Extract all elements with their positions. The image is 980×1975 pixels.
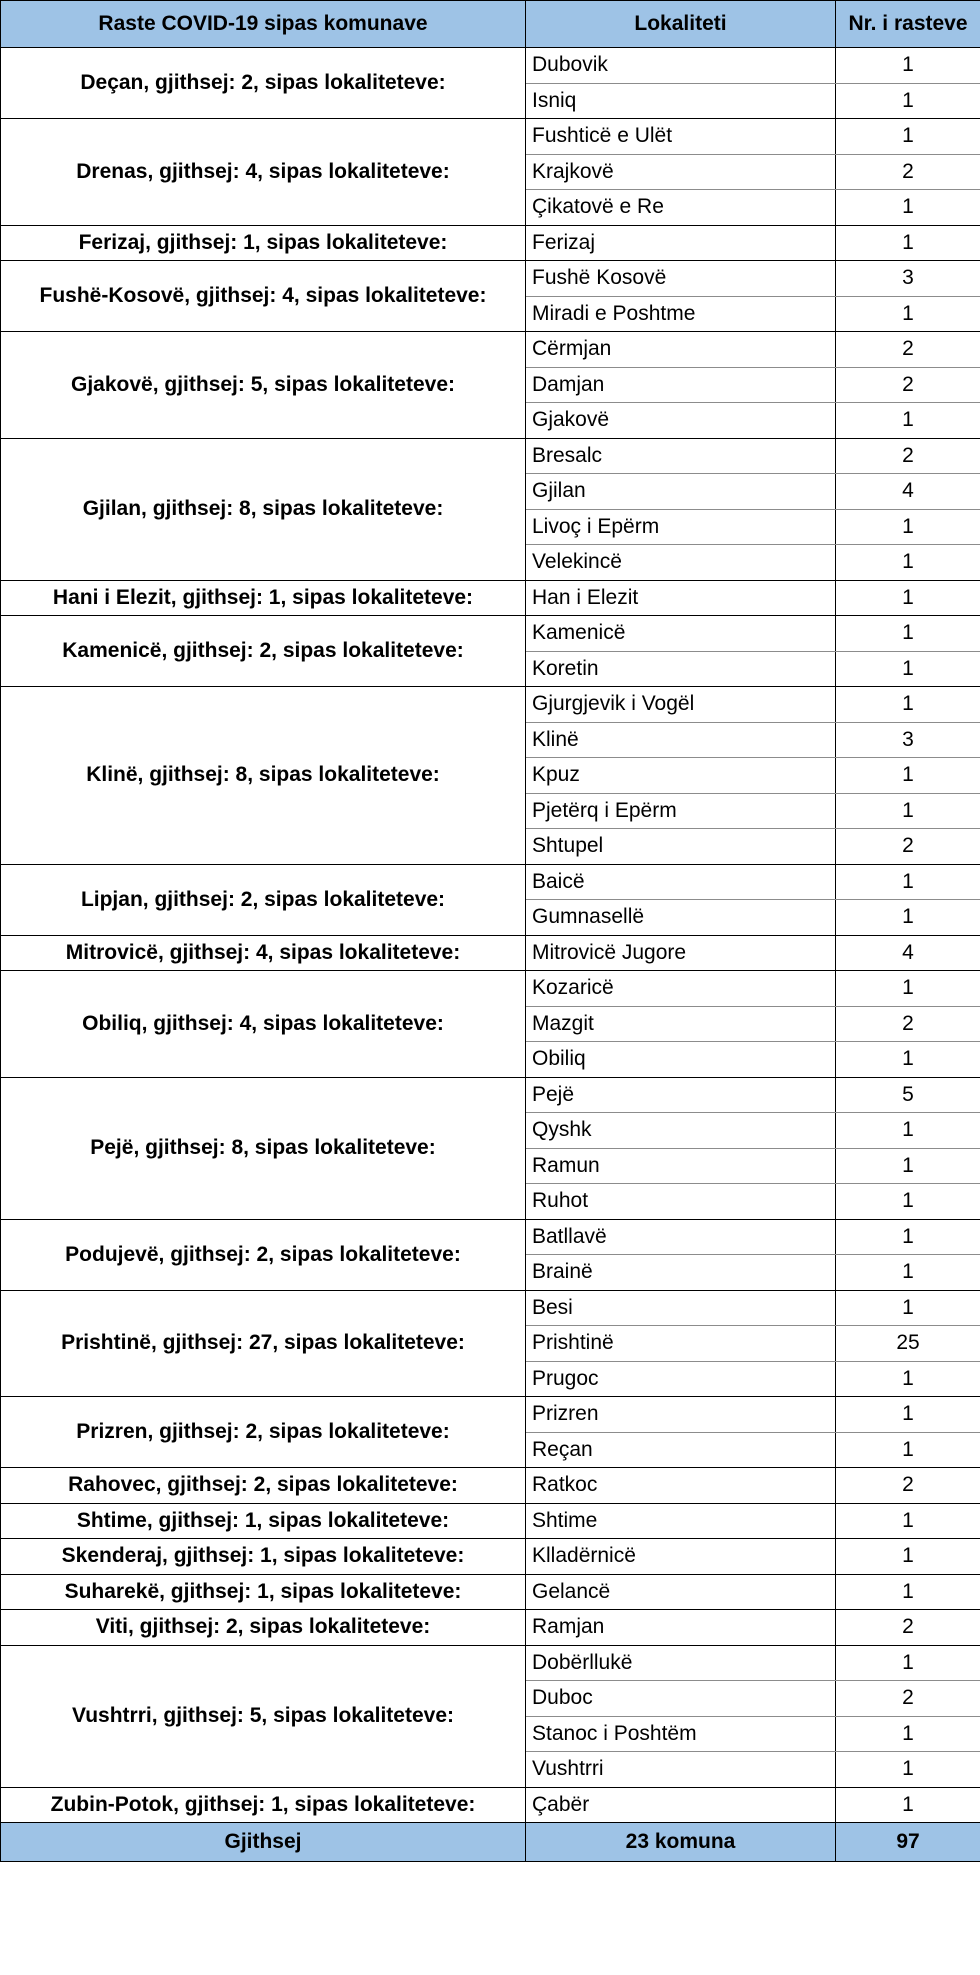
municipality-cell: Shtime, gjithsej: 1, sipas lokaliteteve: — [1, 1503, 526, 1539]
case-count-cell: 1 — [836, 403, 980, 439]
municipality-cell: Prizren, gjithsej: 2, sipas lokaliteteve: — [1, 1397, 526, 1468]
municipality-cell: Podujevë, gjithsej: 2, sipas lokaliteteve: — [1, 1219, 526, 1290]
locality-cell: Prishtinë — [526, 1326, 836, 1362]
locality-cell: Stanoc i Poshtëm — [526, 1716, 836, 1752]
locality-cell: Kozaricë — [526, 971, 836, 1007]
table-row — [1, 332, 980, 368]
locality-cell: Cërmjan — [526, 332, 836, 368]
header-row — [1, 1, 980, 48]
locality-cell: Mitrovicë Jugore — [526, 935, 836, 971]
table-row — [1, 1645, 980, 1681]
case-count-cell: 1 — [836, 1716, 980, 1752]
municipality-cell: Hani i Elezit, gjithsej: 1, sipas lokaliteteve: — [1, 580, 526, 616]
header-locality: Lokaliteti — [526, 1, 836, 48]
locality-cell: Shtime — [526, 1503, 836, 1539]
locality-cell: Pejë — [526, 1077, 836, 1113]
case-count-cell: 1 — [836, 616, 980, 652]
table-row — [1, 1574, 980, 1610]
case-count-cell: 1 — [836, 48, 980, 84]
case-count-cell: 1 — [836, 1113, 980, 1149]
locality-cell: Kamenicë — [526, 616, 836, 652]
locality-cell: Brainë — [526, 1255, 836, 1291]
table-row — [1, 119, 980, 155]
case-count-cell: 1 — [836, 1042, 980, 1078]
case-count-cell: 1 — [836, 1255, 980, 1291]
municipality-cell: Suharekë, gjithsej: 1, sipas lokaliteteve: — [1, 1574, 526, 1610]
case-count-cell: 1 — [836, 758, 980, 794]
case-count-cell: 3 — [836, 722, 980, 758]
locality-cell: Besi — [526, 1290, 836, 1326]
header-municipality: Raste COVID-19 sipas komunave — [1, 1, 526, 48]
locality-cell: Klinë — [526, 722, 836, 758]
municipality-cell: Skenderaj, gjithsej: 1, sipas lokaliteteve: — [1, 1539, 526, 1575]
locality-cell: Livoç i Epërm — [526, 509, 836, 545]
case-count-cell: 1 — [836, 83, 980, 119]
locality-cell: Isniq — [526, 83, 836, 119]
case-count-cell: 1 — [836, 545, 980, 581]
case-count-cell: 1 — [836, 1432, 980, 1468]
locality-cell: Gjurgjevik i Vogël — [526, 687, 836, 723]
case-count-cell: 1 — [836, 1148, 980, 1184]
locality-cell: Çikatovë e Re — [526, 190, 836, 226]
case-count-cell: 2 — [836, 438, 980, 474]
table-row — [1, 1077, 980, 1113]
municipality-cell: Gjakovë, gjithsej: 5, sipas lokaliteteve: — [1, 332, 526, 439]
table-row — [1, 48, 980, 84]
locality-cell: Qyshk — [526, 1113, 836, 1149]
locality-cell: Baicë — [526, 864, 836, 900]
municipality-cell: Deçan, gjithsej: 2, sipas lokaliteteve: — [1, 48, 526, 119]
case-count-cell: 5 — [836, 1077, 980, 1113]
locality-cell: Krajkovë — [526, 154, 836, 190]
case-count-cell: 1 — [836, 687, 980, 723]
case-count-cell: 4 — [836, 935, 980, 971]
case-count-cell: 2 — [836, 829, 980, 865]
case-count-cell: 2 — [836, 367, 980, 403]
locality-cell: Damjan — [526, 367, 836, 403]
case-count-cell: 1 — [836, 509, 980, 545]
table-row — [1, 438, 980, 474]
municipality-cell: Fushë-Kosovë, gjithsej: 4, sipas lokaliteteve: — [1, 261, 526, 332]
case-count-cell: 1 — [836, 1574, 980, 1610]
case-count-cell: 1 — [836, 1184, 980, 1220]
case-count-cell: 1 — [836, 900, 980, 936]
municipality-cell: Gjilan, gjithsej: 8, sipas lokaliteteve: — [1, 438, 526, 580]
municipality-cell: Drenas, gjithsej: 4, sipas lokaliteteve: — [1, 119, 526, 226]
case-count-cell: 25 — [836, 1326, 980, 1362]
table-row — [1, 971, 980, 1007]
locality-cell: Han i Elezit — [526, 580, 836, 616]
case-count-cell: 1 — [836, 1397, 980, 1433]
case-count-cell: 2 — [836, 1468, 980, 1504]
table-row — [1, 687, 980, 723]
case-count-cell: 2 — [836, 1681, 980, 1717]
municipality-cell: Obiliq, gjithsej: 4, sipas lokaliteteve: — [1, 971, 526, 1078]
locality-cell: Gjakovë — [526, 403, 836, 439]
locality-cell: Fushë Kosovë — [526, 261, 836, 297]
case-count-cell: 2 — [836, 154, 980, 190]
municipality-cell: Mitrovicë, gjithsej: 4, sipas lokaliteteve: — [1, 935, 526, 971]
case-count-cell: 2 — [836, 332, 980, 368]
locality-cell: Prugoc — [526, 1361, 836, 1397]
locality-cell: Ramjan — [526, 1610, 836, 1646]
case-count-cell: 1 — [836, 296, 980, 332]
locality-cell: Shtupel — [526, 829, 836, 865]
table-row — [1, 261, 980, 297]
municipality-cell: Prishtinë, gjithsej: 27, sipas lokaliteteve: — [1, 1290, 526, 1397]
table-row — [1, 1503, 980, 1539]
locality-cell: Reçan — [526, 1432, 836, 1468]
municipality-cell: Viti, gjithsej: 2, sipas lokaliteteve: — [1, 1610, 526, 1646]
case-count-cell: 1 — [836, 1752, 980, 1788]
table-row — [1, 616, 980, 652]
table-row — [1, 1787, 980, 1823]
case-count-cell: 1 — [836, 225, 980, 261]
table-row — [1, 935, 980, 971]
municipality-cell: Lipjan, gjithsej: 2, sipas lokaliteteve: — [1, 864, 526, 935]
table-row — [1, 1468, 980, 1504]
locality-cell: Ferizaj — [526, 225, 836, 261]
municipality-cell: Vushtrri, gjithsej: 5, sipas lokaliteteve: — [1, 1645, 526, 1787]
locality-cell: Çabër — [526, 1787, 836, 1823]
case-count-cell: 1 — [836, 1219, 980, 1255]
total-municipalities: 23 komuna — [526, 1823, 836, 1862]
municipality-cell: Pejë, gjithsej: 8, sipas lokaliteteve: — [1, 1077, 526, 1219]
municipality-cell: Rahovec, gjithsej: 2, sipas lokaliteteve: — [1, 1468, 526, 1504]
locality-cell: Fushticë e Ulët — [526, 119, 836, 155]
locality-cell: Miradi e Poshtme — [526, 296, 836, 332]
table-row — [1, 1290, 980, 1326]
case-count-cell: 1 — [836, 971, 980, 1007]
case-count-cell: 1 — [836, 1539, 980, 1575]
case-count-cell: 1 — [836, 1503, 980, 1539]
table-row — [1, 1610, 980, 1646]
table-row — [1, 1539, 980, 1575]
municipality-cell: Ferizaj, gjithsej: 1, sipas lokaliteteve: — [1, 225, 526, 261]
locality-cell: Obiliq — [526, 1042, 836, 1078]
table-body — [1, 48, 980, 1823]
table-row — [1, 225, 980, 261]
case-count-cell: 1 — [836, 1787, 980, 1823]
locality-cell: Koretin — [526, 651, 836, 687]
locality-cell: Kpuz — [526, 758, 836, 794]
locality-cell: Gjilan — [526, 474, 836, 510]
table-row — [1, 1219, 980, 1255]
locality-cell: Bresalc — [526, 438, 836, 474]
locality-cell: Gumnasellë — [526, 900, 836, 936]
municipality-cell: Kamenicë, gjithsej: 2, sipas lokaliteteve: — [1, 616, 526, 687]
locality-cell: Prizren — [526, 1397, 836, 1433]
municipality-cell: Zubin-Potok, gjithsej: 1, sipas lokaliteteve: — [1, 1787, 526, 1823]
case-count-cell: 4 — [836, 474, 980, 510]
case-count-cell: 3 — [836, 261, 980, 297]
case-count-cell: 1 — [836, 793, 980, 829]
locality-cell: Dobërllukë — [526, 1645, 836, 1681]
table-row — [1, 580, 980, 616]
locality-cell: Ruhot — [526, 1184, 836, 1220]
case-count-cell: 1 — [836, 651, 980, 687]
locality-cell: Duboc — [526, 1681, 836, 1717]
case-count-cell: 2 — [836, 1006, 980, 1042]
case-count-cell: 1 — [836, 1645, 980, 1681]
locality-cell: Batllavë — [526, 1219, 836, 1255]
table-row — [1, 864, 980, 900]
locality-cell: Mazgit — [526, 1006, 836, 1042]
case-count-cell: 1 — [836, 119, 980, 155]
total-count: 97 — [836, 1823, 980, 1862]
table-row — [1, 1397, 980, 1433]
locality-cell: Pjetërq i Epërm — [526, 793, 836, 829]
total-label: Gjithsej — [1, 1823, 526, 1862]
case-count-cell: 1 — [836, 1361, 980, 1397]
locality-cell: Vushtrri — [526, 1752, 836, 1788]
case-count-cell: 1 — [836, 190, 980, 226]
case-count-cell: 1 — [836, 580, 980, 616]
locality-cell: Ramun — [526, 1148, 836, 1184]
municipality-cell: Klinë, gjithsej: 8, sipas lokaliteteve: — [1, 687, 526, 865]
case-count-cell: 2 — [836, 1610, 980, 1646]
locality-cell: Gelancë — [526, 1574, 836, 1610]
total-row — [1, 1823, 980, 1862]
header-count: Nr. i rasteve — [836, 1, 980, 48]
locality-cell: Dubovik — [526, 48, 836, 84]
locality-cell: Velekincë — [526, 545, 836, 581]
locality-cell: Klladërnicë — [526, 1539, 836, 1575]
locality-cell: Ratkoc — [526, 1468, 836, 1504]
case-count-cell: 1 — [836, 864, 980, 900]
case-count-cell: 1 — [836, 1290, 980, 1326]
